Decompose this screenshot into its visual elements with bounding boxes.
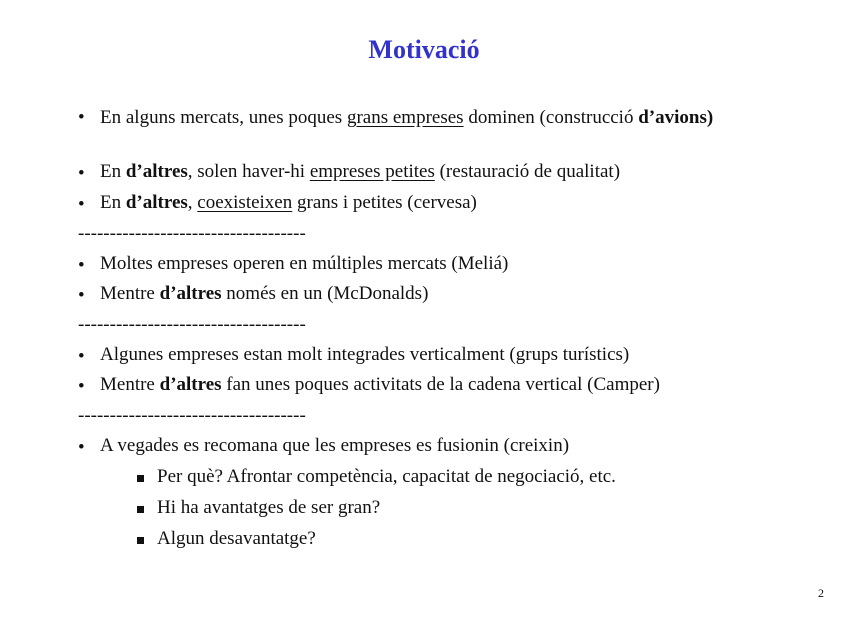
- separator-line: ------------------------------------: [78, 314, 306, 335]
- bullet-3-part: ,: [187, 192, 198, 213]
- bullet-2-bold: d’altres: [125, 161, 188, 182]
- bullet-3-text: [100, 192, 477, 214]
- square-bullet-icon: [137, 506, 144, 513]
- sub-bullet-2-text: Hi ha avantatges de ser gran?: [157, 497, 381, 518]
- bullet-marker: •: [78, 163, 85, 184]
- bullet-marker: •: [78, 255, 85, 276]
- bullet-2-part: (restauració de qualitat): [434, 161, 621, 182]
- square-bullet-icon: [137, 475, 144, 482]
- bullet-3-bold: d’altres: [125, 192, 188, 213]
- bullet-5-text: [100, 283, 428, 305]
- bullet-2-part: , solen haver-hi: [187, 161, 310, 182]
- bullet-marker: •: [78, 346, 85, 367]
- bullet-marker: •: [78, 194, 85, 215]
- bullet-7-bold: d’altres: [159, 374, 222, 395]
- bullet-6-part: Algunes empreses estan molt integrades verticalment (grups turístics): [100, 344, 630, 365]
- bullet-marker: •: [78, 285, 85, 306]
- bullet-8-text: [100, 435, 569, 457]
- bullet-1-text: [100, 104, 776, 131]
- bullet-5-part: només en un (McDonalds): [221, 283, 429, 304]
- page-number: 2: [818, 586, 824, 600]
- bullet-marker: •: [78, 437, 85, 458]
- bullet-1-bold: d’avions): [638, 107, 714, 128]
- bullet-3-underline: coexisteixen: [197, 192, 293, 213]
- bullet-1-part: dominen (construcció: [463, 107, 639, 128]
- bullet-1-underline: grans empreses: [346, 107, 464, 128]
- bullet-2-part: En: [100, 161, 126, 182]
- separator-line: ------------------------------------: [78, 223, 306, 244]
- bullet-2-underline: empreses petites: [309, 161, 435, 182]
- bullet-2-text: [100, 161, 620, 183]
- bullet-6-text: [100, 344, 629, 366]
- sub-bullet-3-text: Algun desavantatge?: [157, 528, 316, 549]
- bullet-7-part: Mentre: [100, 374, 160, 395]
- bullet-7-text: [100, 374, 660, 396]
- bullet-1-part: En alguns mercats, unes poques: [100, 107, 347, 128]
- bullet-8-part: A vegades es recomana que les empreses es fusionin (creixin): [100, 435, 570, 456]
- sub-bullet-1-text: Per què? Afrontar competència, capacitat de negociació, etc.: [157, 466, 616, 487]
- bullet-7-part: fan unes poques activitats de la cadena vertical (Camper): [221, 374, 660, 395]
- separator-line: ------------------------------------: [78, 405, 306, 426]
- bullet-4-text: [100, 253, 508, 275]
- square-bullet-icon: [137, 537, 144, 544]
- bullet-marker: •: [78, 376, 85, 397]
- bullet-marker: •: [78, 107, 85, 128]
- bullet-5-part: Mentre: [100, 283, 160, 304]
- bullet-3-part: En: [100, 192, 126, 213]
- bullet-3-part: grans i petites (cervesa): [292, 192, 477, 213]
- bullet-5-bold: d’altres: [159, 283, 222, 304]
- bullet-4-part: Moltes empreses operen en múltiples mercats (Meliá): [100, 253, 509, 274]
- slide-title: Motivació: [368, 35, 480, 64]
